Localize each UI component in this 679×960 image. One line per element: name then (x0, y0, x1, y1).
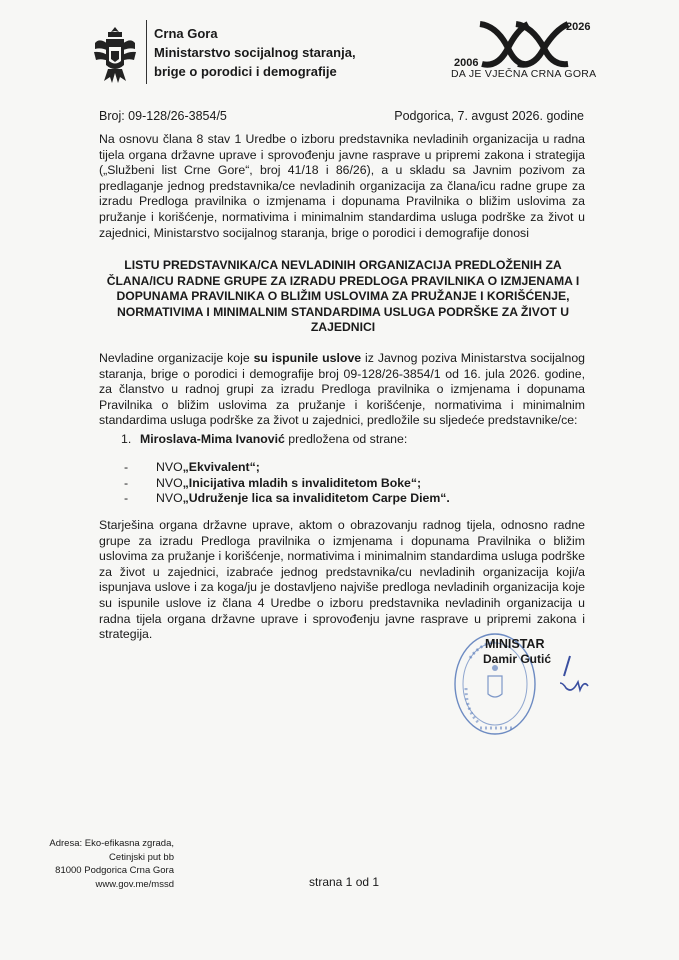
candidate-line (140, 432, 407, 446)
list-item: - NVO „Inicijativa mladih s invaliditetom Boke“; (124, 475, 422, 490)
ngo-prefix: NVO (156, 491, 183, 505)
header-divider (146, 20, 147, 84)
candidate-name: Miroslava-Mima Ivanović (140, 432, 285, 446)
document-title: LISTU PREDSTAVNIKA/CA NEVLADINIH ORGANIZACIJA PREDLOŽENIH ZA ČLANA/ICU RADNE GRUPE ZA IZRADU PREDLOGA PRAVILNIKA O IZMJENAMA I DOPUNAMA PRAVILNIKA O BLIŽIM USLOVIMA ZA PRUŽANJE I KORIŠĆENJE, NORMATIVIMA I MINIMALNIM STANDARDIMA USLUGA PODRŠKE ZA ŽIVOT U ZAJEDNICI (106, 258, 580, 335)
body-paragraph (99, 351, 585, 429)
ngo-name: „Udruženje lica sa invaliditetom Carpe Diem“. (182, 491, 450, 505)
signatory-title: MINISTAR (485, 637, 545, 651)
anniversary-caption: DA JE VJEČNA CRNA GORA (451, 68, 597, 80)
anniv-year-start: 2006 (454, 57, 479, 69)
list-item: - NVO „Udruženje lica sa invaliditetom Carpe Diem“. (124, 491, 450, 505)
candidate-suffix: predložena od strane: (284, 432, 408, 446)
signatory-name: Damir Gutić (483, 652, 552, 666)
ngo-prefix: NVO (156, 460, 183, 474)
address-line: Adresa: Eko-efikasna zgrada, (49, 838, 174, 849)
ngo-list (124, 460, 450, 507)
ngo-prefix: NVO (156, 475, 183, 490)
reference-number: Broj: 09-128/26-3854/5 (99, 109, 227, 123)
intro-paragraph: Na osnovu člana 8 stav 1 Uredbe o izboru predstavnika nevladinih organizacija u radna tijela organa državne uprave i sprovođenju javne rasprave u pripremi zakona i strategija („Službeni list Crne Gore“, broj 41/18 i 86/26), a u skladu sa Javnim pozivom za predlaganje jednog predstavnika/ce nevladinih organizacija za člana/icu radne grupe za izradu Predloga pravilnika o izmjenama i dopunama Pravilnika o bližim uslovima za pružanje i korišćenje, normativima i minimalnim standardima usluga podrške za život u zajednici, Ministarstvo socijalnog staranja, brige o porodici i demografije donosi (99, 132, 585, 240)
place-date: Podgorica, 7. avgust 2026. godine (394, 109, 584, 123)
candidate-number: 1. (121, 432, 132, 446)
closing-paragraph: Starješina organa državne uprave, aktom o obrazovanju radnog tijela, odnosno radne grupe za izradu Predloga pravilnika o izmjenama i dopunama Pravilnika o bližim uslovima za pružanje i korišćenje, normativima i minimalnim standardima usluga podrške za život u zajednici, izabraće jednog predstavnika/cu nevladinih organizacija koji/a ispunjava uslove i za koga/ju je dostavljeno najviše predloga nevladinih organizacija koje su ispunile uslove iz člana 4 Uredbe o izboru predstavnika nevladinih organizacija u radna tijela organa državne uprave i sprovođenju javne rasprave u pripremi zakona i strategija. (99, 518, 585, 642)
list-item: - NVO „Ekvivalent“; (124, 460, 260, 474)
footer-address (49, 837, 174, 891)
website-link[interactable]: www.gov.me/mssd (95, 878, 174, 890)
body-text-bold: su ispunile uslove (253, 351, 362, 365)
page-number: strana 1 od 1 (309, 875, 380, 889)
address-line: 81000 Podgorica Crna Gora (55, 865, 174, 876)
body-text-2: iz Javnog poziva Ministarstva socijalnog staranja, brige o porodici i demografije broj 09-128/26-3854/1 od 16. jula 2026. godine, za članstvo u radnoj grupi za izradu Predloga pravilnika o izmjenama i dopunama Pravilnika o bližim uslovima za pružanje i korišćenje, normativima i minimalnim standardima usluga podrške za život u zajednici, predložile su sljedeće predstavnike/ce: (99, 351, 585, 428)
country-line: Crna Gora (154, 26, 218, 41)
handwritten-signature (560, 650, 630, 700)
ministry-name (154, 24, 356, 81)
address-line: Cetinjski put bb (109, 851, 174, 863)
ministry-line-2: brige o porodici i demografije (154, 64, 337, 79)
body-text-1: Nevladine organizacije koje (99, 351, 254, 365)
ministry-line-1: Ministarstvo socijalnog staranja, (154, 45, 356, 60)
coat-of-arms-icon (92, 25, 138, 87)
anniv-year-end: 2026 (566, 21, 591, 33)
ngo-name: „Inicijativa mladih s invaliditetom Boke“; (182, 475, 422, 490)
ngo-name: „Ekvivalent“; (182, 460, 260, 474)
